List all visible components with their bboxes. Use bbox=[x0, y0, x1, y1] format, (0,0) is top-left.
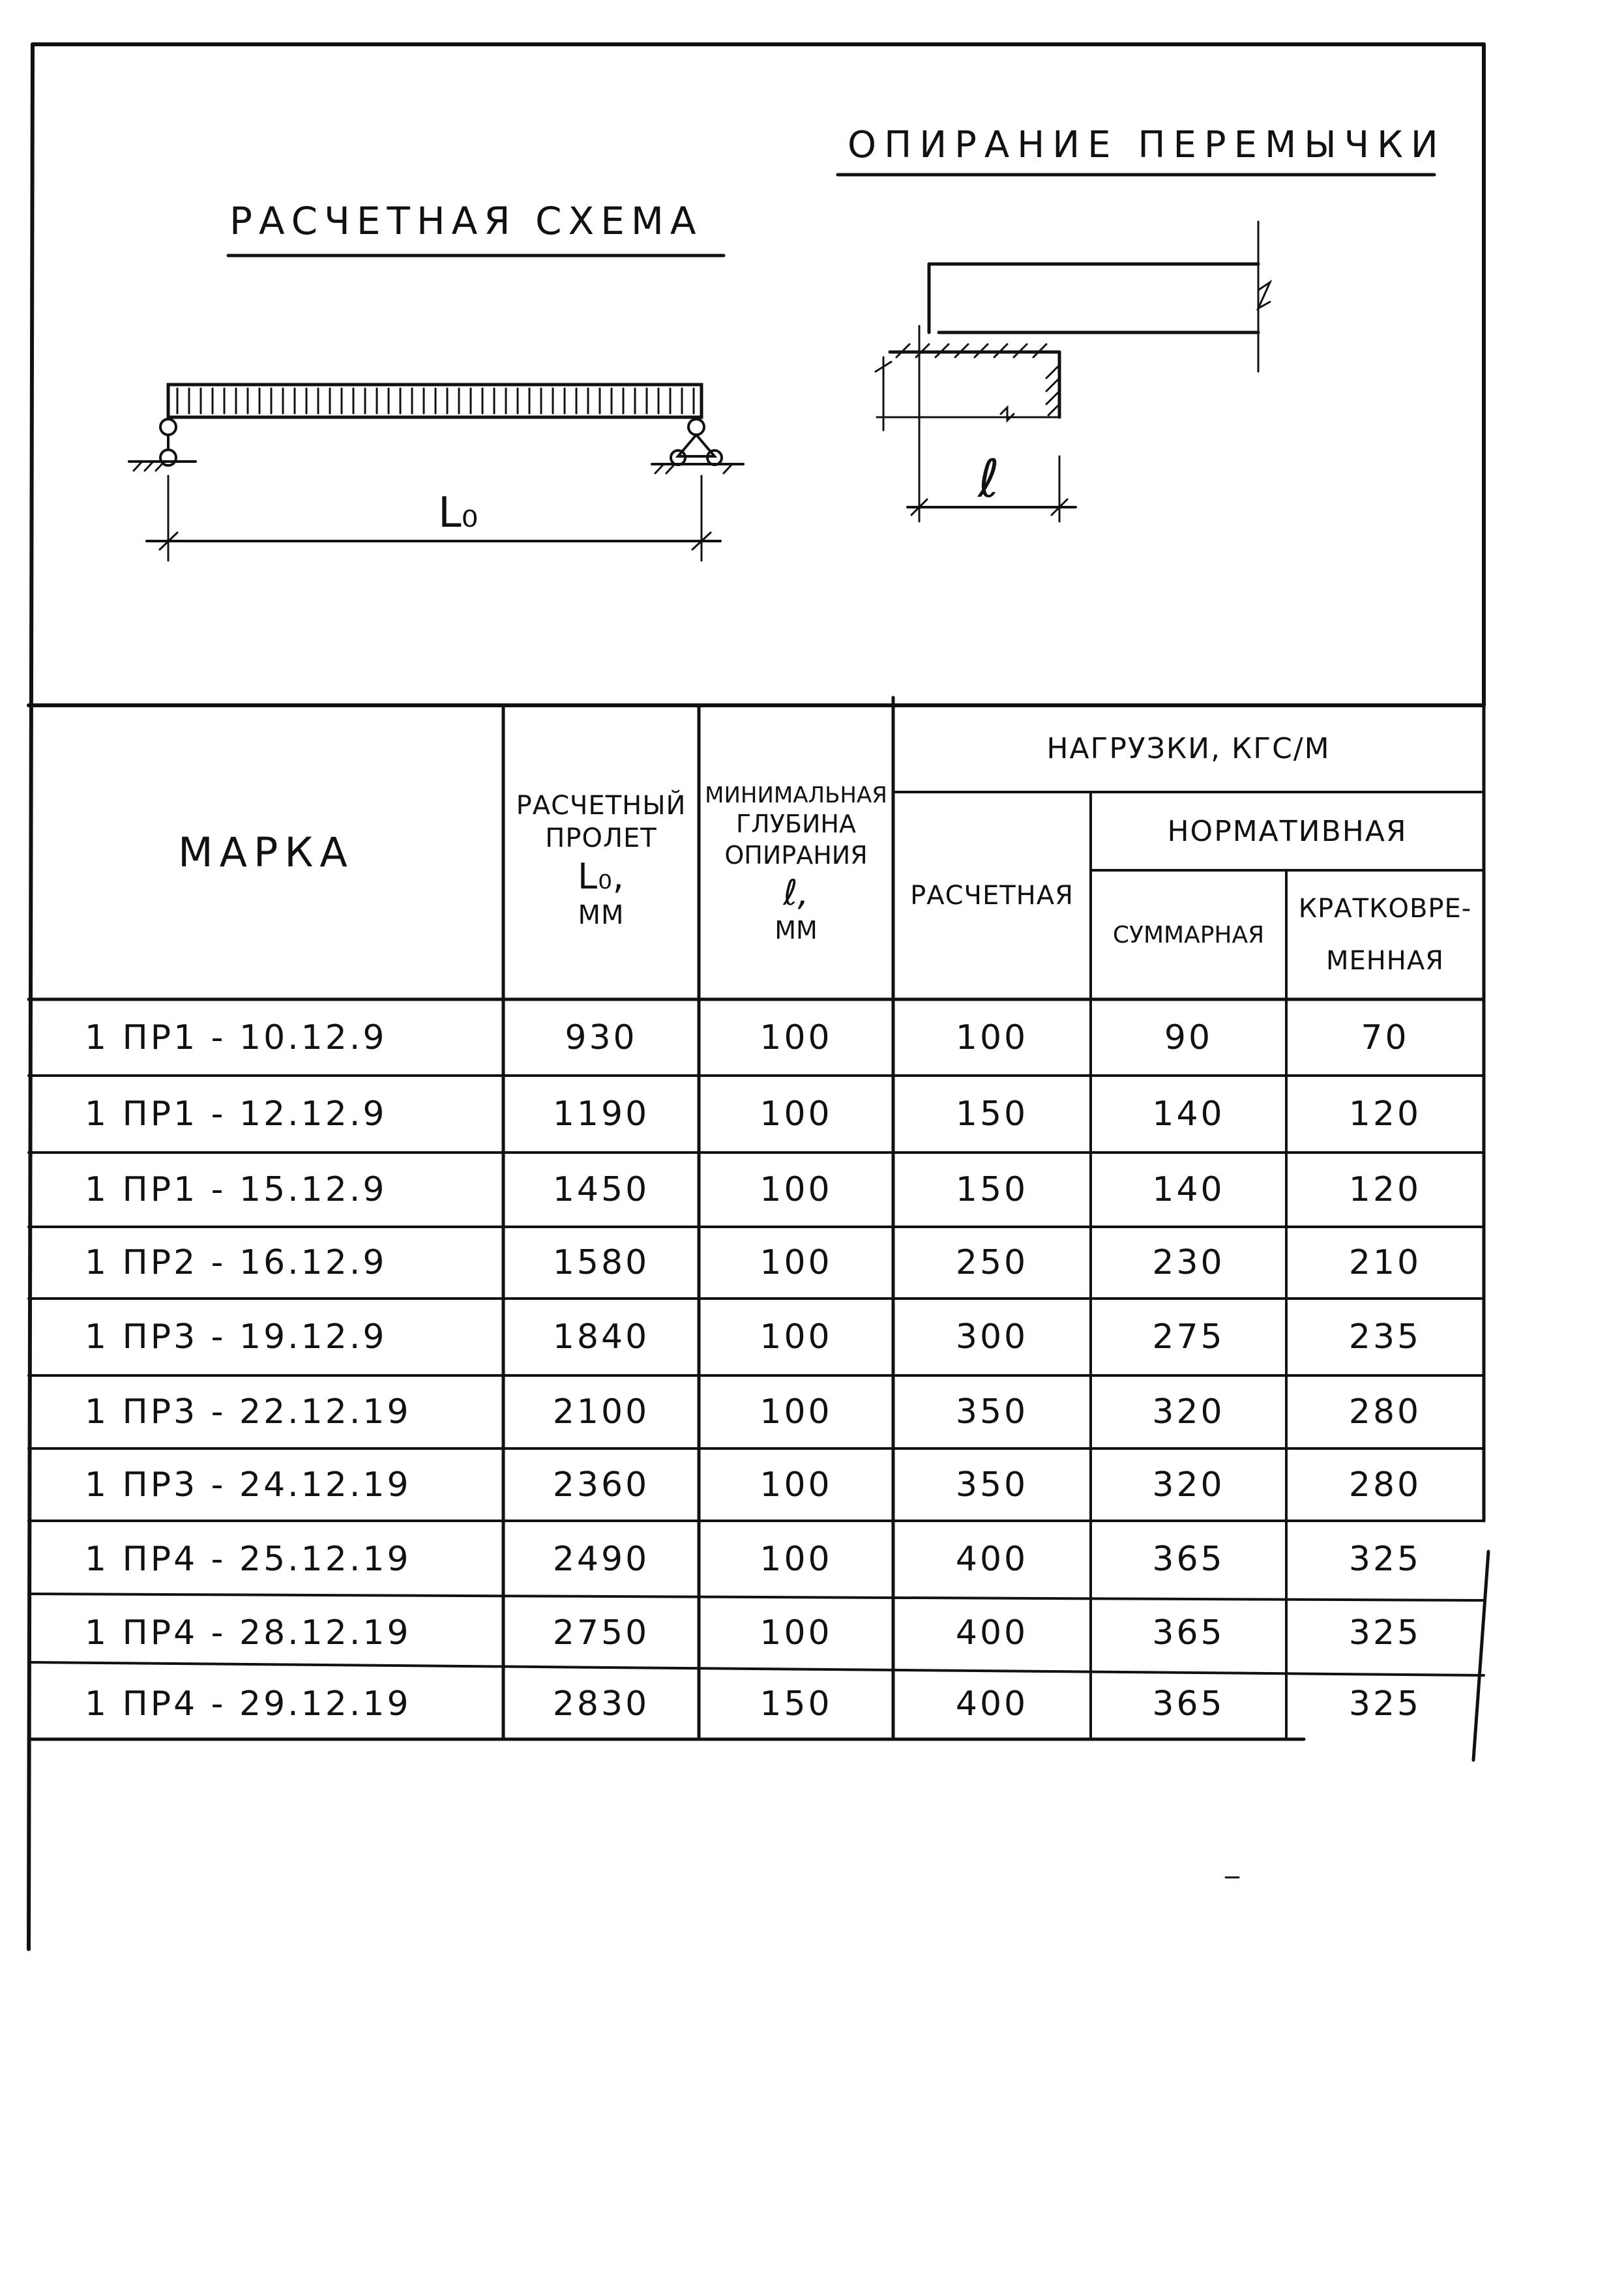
header-short-line-1: КРАТКОВРЕ- bbox=[1298, 894, 1472, 924]
cell-total: 365 bbox=[1152, 1539, 1225, 1579]
cell-short: 70 bbox=[1361, 1018, 1410, 1057]
cell-design: 150 bbox=[955, 1170, 1029, 1209]
cell-short: 325 bbox=[1348, 1613, 1422, 1653]
cell-mark: 1 ПР4 - 28.12.19 bbox=[85, 1613, 411, 1653]
header-span-line-1: РАСЧЕТНЫЙ bbox=[516, 791, 687, 821]
cell-total: 230 bbox=[1152, 1243, 1225, 1282]
cell-design: 400 bbox=[955, 1613, 1029, 1653]
cell-short: 235 bbox=[1348, 1317, 1422, 1357]
cell-design: 350 bbox=[955, 1465, 1029, 1505]
header-normative: НОРМАТИВНАЯ bbox=[1167, 814, 1408, 848]
cell-short: 120 bbox=[1348, 1170, 1422, 1209]
cell-mark: 1 ПР1 - 12.12.9 bbox=[85, 1095, 387, 1134]
cell-short: 325 bbox=[1348, 1539, 1422, 1579]
header-span-line-4: ММ bbox=[578, 900, 625, 930]
cell-mark: 1 ПР3 - 24.12.19 bbox=[85, 1465, 411, 1505]
cell-total: 140 bbox=[1152, 1095, 1225, 1134]
cell-span: 1840 bbox=[552, 1317, 650, 1357]
cell-design: 350 bbox=[955, 1392, 1029, 1432]
cell-design: 300 bbox=[955, 1317, 1029, 1357]
header-depth-line-4: ℓ, bbox=[783, 872, 809, 914]
cell-depth: 100 bbox=[760, 1392, 833, 1432]
cell-mark: 1 ПР3 - 19.12.9 bbox=[85, 1317, 387, 1357]
cell-short: 280 bbox=[1348, 1465, 1422, 1505]
header-depth-line-1: МИНИМАЛЬНАЯ bbox=[705, 782, 887, 808]
cell-short: 280 bbox=[1348, 1392, 1422, 1432]
cell-design: 400 bbox=[955, 1684, 1029, 1724]
cell-depth: 100 bbox=[760, 1018, 833, 1057]
header-short-term bbox=[1286, 870, 1484, 999]
header-span bbox=[503, 737, 699, 984]
cell-mark: 1 ПР2 - 16.12.9 bbox=[85, 1243, 387, 1282]
support-title: ОПИРАНИЕ ПЕРЕМЫЧКИ bbox=[848, 124, 1446, 166]
header-loads: НАГРУЗКИ, КГС/М bbox=[1046, 732, 1331, 765]
scheme-title: РАСЧЕТНАЯ СХЕМА bbox=[229, 199, 703, 243]
cell-total: 90 bbox=[1164, 1018, 1213, 1057]
cell-depth: 100 bbox=[760, 1095, 833, 1134]
header-depth-line-5: ММ bbox=[775, 915, 818, 945]
cell-design: 150 bbox=[955, 1095, 1029, 1134]
header-depth bbox=[699, 737, 893, 991]
cell-short: 210 bbox=[1348, 1243, 1422, 1282]
cell-span: 1450 bbox=[552, 1170, 650, 1209]
cell-total: 275 bbox=[1152, 1317, 1225, 1357]
cell-short: 325 bbox=[1348, 1684, 1422, 1724]
cell-mark: 1 ПР1 - 10.12.9 bbox=[85, 1018, 387, 1057]
cell-mark: 1 ПР4 - 25.12.19 bbox=[85, 1539, 411, 1579]
header-span-line-2: ПРОЛЕТ bbox=[545, 823, 657, 854]
cell-short: 120 bbox=[1348, 1095, 1422, 1134]
cell-mark: 1 ПР4 - 29.12.19 bbox=[85, 1684, 411, 1724]
cell-span: 2830 bbox=[552, 1684, 650, 1724]
header-short-line-2: МЕННАЯ bbox=[1325, 946, 1445, 976]
cell-depth: 100 bbox=[760, 1539, 833, 1579]
cell-depth: 100 bbox=[760, 1465, 833, 1505]
header-mark: МАРКА bbox=[178, 828, 354, 876]
cell-total: 365 bbox=[1152, 1613, 1225, 1653]
cell-design: 250 bbox=[955, 1243, 1029, 1282]
header-depth-line-3: ОПИРАНИЯ bbox=[724, 840, 868, 870]
cell-span: 1580 bbox=[552, 1243, 650, 1282]
cell-total: 320 bbox=[1152, 1465, 1225, 1505]
cell-span: 2360 bbox=[552, 1465, 650, 1505]
header-span-line-3: L₀, bbox=[578, 856, 625, 898]
cell-total: 365 bbox=[1152, 1684, 1225, 1724]
cell-span: 2750 bbox=[552, 1613, 650, 1653]
span-label: L₀ bbox=[438, 489, 479, 537]
cell-depth: 100 bbox=[760, 1243, 833, 1282]
cell-span: 1190 bbox=[552, 1095, 650, 1134]
cell-design: 400 bbox=[955, 1539, 1029, 1579]
cell-span: 2100 bbox=[552, 1392, 650, 1432]
cell-span: 2490 bbox=[552, 1539, 650, 1579]
header-design: РАСЧЕТНАЯ bbox=[910, 881, 1074, 911]
cell-depth: 150 bbox=[760, 1684, 833, 1724]
cell-design: 100 bbox=[955, 1018, 1029, 1057]
cell-span: 930 bbox=[565, 1018, 638, 1057]
cell-mark: 1 ПР1 - 15.12.9 bbox=[85, 1170, 387, 1209]
header-depth-line-2: ГЛУБИНА bbox=[736, 810, 856, 839]
load-hatching bbox=[177, 389, 694, 413]
cell-total: 320 bbox=[1152, 1392, 1225, 1432]
cell-total: 140 bbox=[1152, 1170, 1225, 1209]
header-total: СУММАРНАЯ bbox=[1112, 921, 1265, 948]
depth-label: ℓ bbox=[978, 448, 1000, 509]
cell-mark: 1 ПР3 - 22.12.19 bbox=[85, 1392, 411, 1432]
cell-depth: 100 bbox=[760, 1613, 833, 1653]
cell-depth: 100 bbox=[760, 1317, 833, 1357]
cell-depth: 100 bbox=[760, 1170, 833, 1209]
